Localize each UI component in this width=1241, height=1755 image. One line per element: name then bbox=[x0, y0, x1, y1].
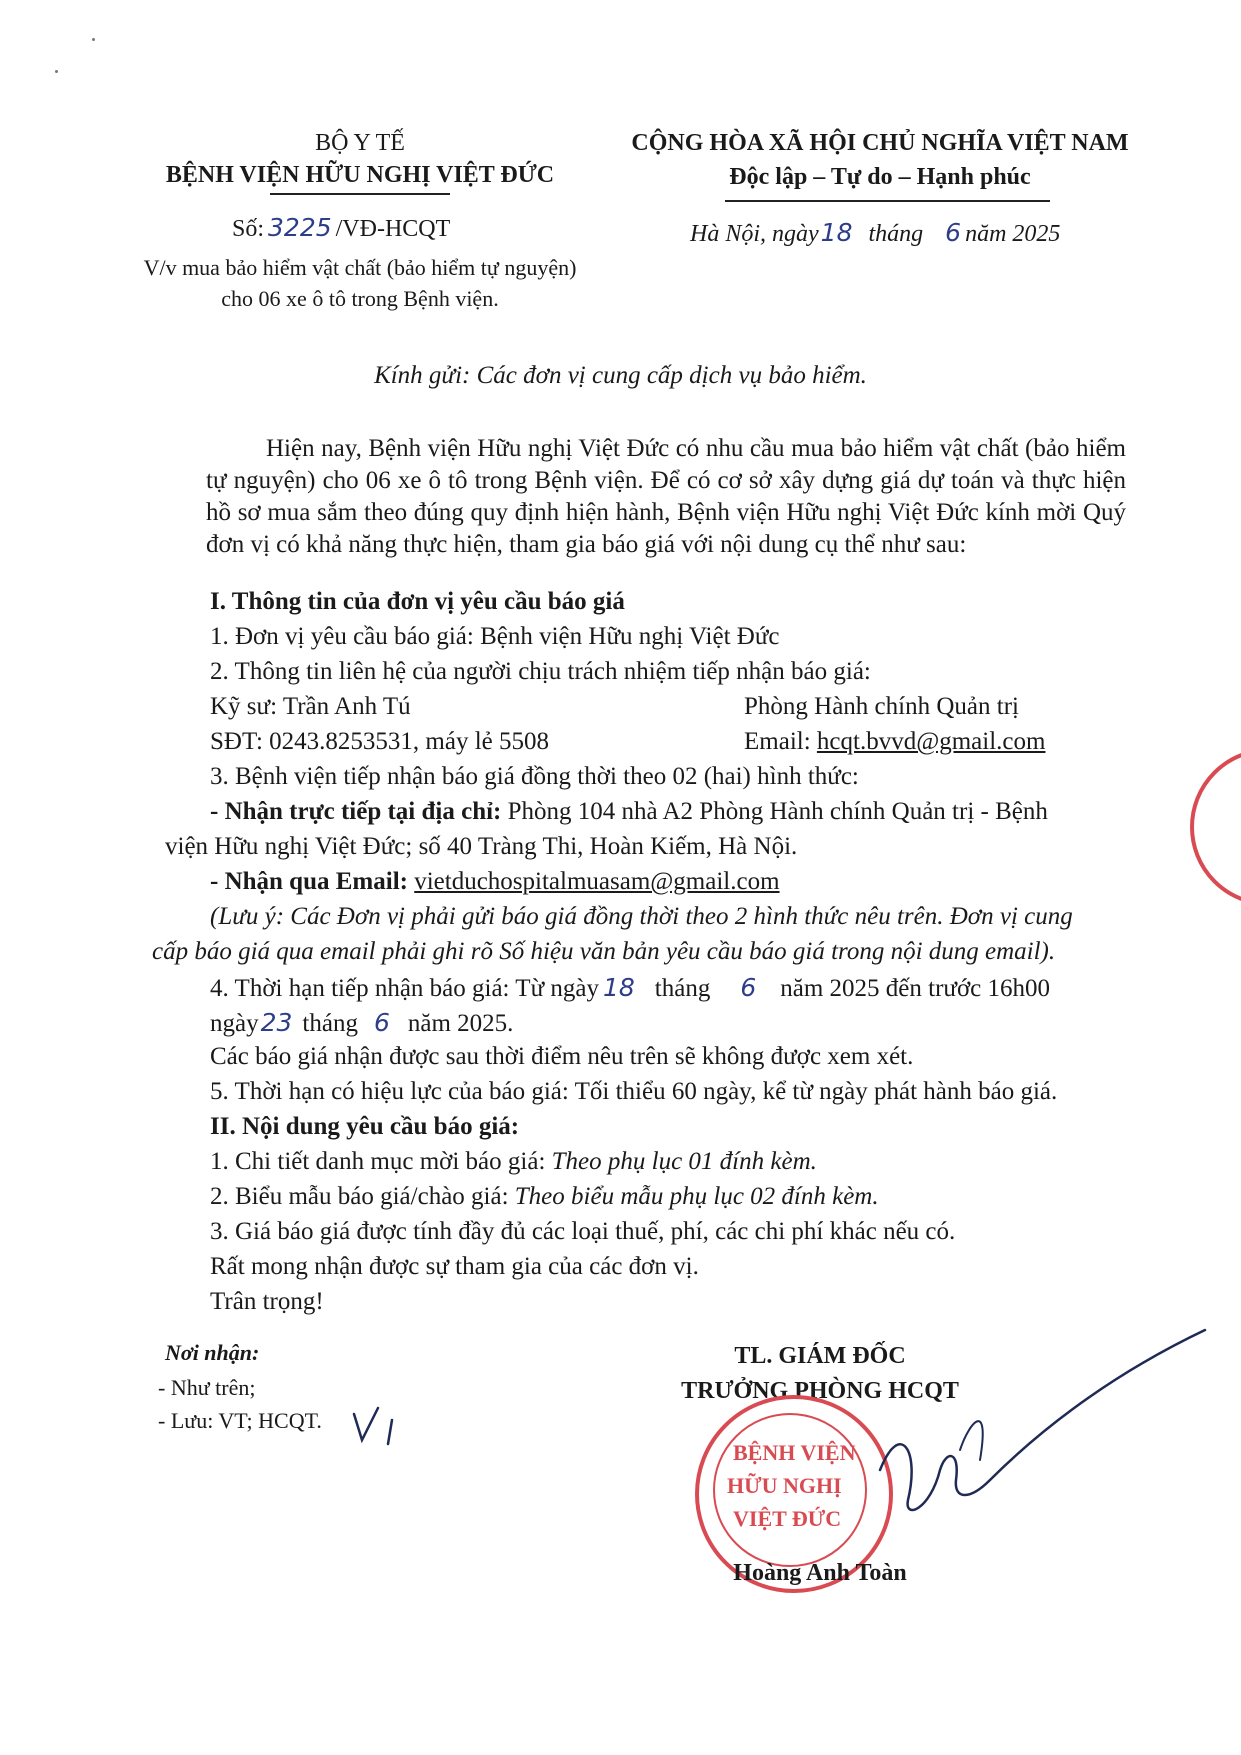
date-month-handwritten: 6 bbox=[945, 218, 962, 247]
scan-speck bbox=[55, 70, 58, 73]
section-1-item-1: 1. Đơn vị yêu cầu báo giá: Bệnh viện Hữu nghị Việt Đức bbox=[210, 623, 780, 650]
section-2-item-1-value: Theo phụ lục 01 đính kèm. bbox=[551, 1148, 817, 1175]
hospital-name: BỆNH VIỆN HỮU NGHỊ VIỆT ĐỨC bbox=[165, 162, 555, 188]
late-note: Các báo giá nhận được sau thời điểm nêu trên sẽ không được xem xét. bbox=[210, 1043, 914, 1070]
section-2-item-2 bbox=[210, 1183, 879, 1211]
item-4-month-label: tháng bbox=[654, 975, 711, 1002]
recipients-title: Nơi nhận: bbox=[165, 1340, 260, 1365]
section-1-item-3: 3. Bệnh viện tiếp nhận báo giá đồng thời theo 02 (hai) hình thức: bbox=[210, 763, 859, 790]
hospital-underline bbox=[270, 193, 450, 195]
issue-date bbox=[690, 218, 1060, 248]
section-1-item-2: 2. Thông tin liên hệ của người chịu trách nhiệm tiếp nhận báo giá: bbox=[210, 658, 871, 685]
contact-email-link[interactable]: hcqt.bvvd@gmail.com bbox=[816, 728, 1046, 755]
handwritten-signature bbox=[860, 1300, 1220, 1560]
scan-speck bbox=[92, 38, 95, 41]
direct-delivery-line-1 bbox=[210, 798, 1048, 826]
number-suffix: /VĐ-HCQT bbox=[335, 216, 451, 242]
direct-delivery-label: - Nhận trực tiếp tại địa chỉ: bbox=[210, 798, 502, 825]
recipients-line-2: - Lưu: VT; HCQT. bbox=[158, 1408, 322, 1433]
addressee: Kính gửi: Các đơn vị cung cấp dịch vụ bảo hiểm. bbox=[374, 362, 867, 389]
section-2-item-1 bbox=[210, 1148, 817, 1176]
section-2-title: II. Nội dung yêu cầu báo giá: bbox=[210, 1113, 520, 1140]
note-line-1: (Lưu ý: Các Đơn vị phải gửi báo giá đồng thời theo 2 hình thức nêu trên. Đơn vị cung bbox=[210, 903, 1073, 930]
initials-mark bbox=[348, 1400, 398, 1450]
stamp-line-1: BỆNH VIỆN bbox=[733, 1440, 856, 1465]
subject-line-2: cho 06 xe ô tô trong Bệnh viện. bbox=[221, 286, 499, 311]
item-4-month2-label: tháng bbox=[302, 1010, 358, 1037]
national-motto: Độc lập – Tự do – Hạnh phúc bbox=[729, 164, 1031, 190]
item-4-prefix: 4. Thời hạn tiếp nhận báo giá: Từ ngày bbox=[210, 975, 599, 1002]
signature-title-2: TRƯỞNG PHÒNG HCQT bbox=[681, 1378, 959, 1404]
section-2-item-2-label: 2. Biểu mẫu báo giá/chào giá: bbox=[210, 1183, 509, 1210]
date-day-handwritten: 18 bbox=[820, 218, 853, 247]
contact-email-label: Email: bbox=[744, 728, 811, 755]
ministry-name: BỘ Y TẾ bbox=[315, 130, 405, 156]
contact-name: Kỹ sư: Trần Anh Tú bbox=[210, 693, 411, 720]
stamp-line-2: HỮU NGHỊ bbox=[727, 1473, 842, 1498]
document-number bbox=[232, 213, 450, 243]
item-4-day2-handwritten: 23 bbox=[260, 1008, 293, 1037]
note-line-2: cấp báo giá qua email phải ghi rõ Số hiệu văn bản yêu cầu báo giá trong nội dung email). bbox=[152, 938, 1056, 965]
email-delivery-line bbox=[210, 868, 780, 896]
closing-line-1: Rất mong nhận được sự tham gia của các đơn vị. bbox=[210, 1253, 699, 1280]
number-handwritten: 3225 bbox=[268, 213, 332, 242]
item-4-month-handwritten: 6 bbox=[740, 973, 757, 1002]
email-delivery-link[interactable]: vietduchospitalmuasam@gmail.com bbox=[414, 868, 780, 895]
subject-line-1: V/v mua bảo hiểm vật chất (bảo hiểm tự nguyện) bbox=[143, 255, 577, 280]
item-4-month2-handwritten: 6 bbox=[373, 1008, 390, 1037]
date-month-label: tháng bbox=[868, 221, 924, 247]
section-2-item-1-label: 1. Chi tiết danh mục mời báo giá: bbox=[210, 1148, 546, 1175]
section-1-item-5: 5. Thời hạn có hiệu lực của báo giá: Tối thiểu 60 ngày, kể từ ngày phát hành báo giá. bbox=[210, 1078, 1058, 1105]
country-name: CỘNG HÒA XÃ HỘI CHỦ NGHĨA VIỆT NAM bbox=[631, 130, 1129, 156]
item-4-line-2-prefix: ngày bbox=[210, 1010, 259, 1037]
partial-stamp-right bbox=[1190, 748, 1241, 906]
number-label: Số: bbox=[232, 216, 265, 242]
item-4-rest: năm 2025 đến trước 16h00 bbox=[780, 975, 1051, 1002]
date-year: năm 2025 bbox=[965, 221, 1061, 247]
section-2-item-3: 3. Giá báo giá được tính đầy đủ các loại thuế, phí, các chi phí khác nếu có. bbox=[210, 1218, 956, 1245]
email-delivery-label: - Nhận qua Email: bbox=[210, 868, 408, 895]
recipients-line-1: - Như trên; bbox=[158, 1375, 256, 1400]
direct-delivery-text: Phòng 104 nhà A2 Phòng Hành chính Quản trị - Bệnh bbox=[507, 798, 1048, 825]
contact-phone: SĐT: 0243.8253531, máy lẻ 5508 bbox=[210, 728, 550, 755]
section-1-item-4-line-2 bbox=[210, 1008, 513, 1038]
motto-underline bbox=[725, 200, 1050, 202]
contact-email-line bbox=[744, 728, 1045, 756]
intro-paragraph: Hiện nay, Bệnh viện Hữu nghị Việt Đức có nhu cầu mua bảo hiểm vật chất (bảo hiểm tự nguyện) cho 06 xe ô tô trong Bệnh viện. Để có cơ sở xây dựng giá dự toán và thực hiện hồ sơ mua sắm theo đúng quy định hiện hành, Bệnh viện Hữu nghị Việt Đức kính mời Quý đơn vị có khả năng thực hiện, tham gia báo giá với nội dung cụ thể như sau: bbox=[206, 435, 1126, 558]
closing-line-2: Trân trọng! bbox=[210, 1288, 324, 1315]
section-1-title: I. Thông tin của đơn vị yêu cầu báo giá bbox=[210, 588, 625, 615]
item-4-day-handwritten: 18 bbox=[602, 973, 635, 1002]
direct-delivery-line-2: viện Hữu nghị Việt Đức; số 40 Tràng Thi, Hoàn Kiếm, Hà Nội. bbox=[165, 833, 798, 860]
section-1-item-4 bbox=[210, 973, 1050, 1003]
stamp-line-3: VIỆT ĐỨC bbox=[733, 1506, 842, 1531]
date-prefix: Hà Nội, ngày bbox=[690, 221, 819, 247]
item-4-year2: năm 2025. bbox=[407, 1010, 514, 1037]
signature-title-1: TL. GIÁM ĐỐC bbox=[734, 1343, 906, 1369]
contact-department: Phòng Hành chính Quản trị bbox=[744, 693, 1019, 720]
signer-name: Hoàng Anh Toàn bbox=[733, 1560, 907, 1586]
section-2-item-2-value: Theo biểu mẫu phụ lục 02 đính kèm. bbox=[514, 1183, 879, 1210]
